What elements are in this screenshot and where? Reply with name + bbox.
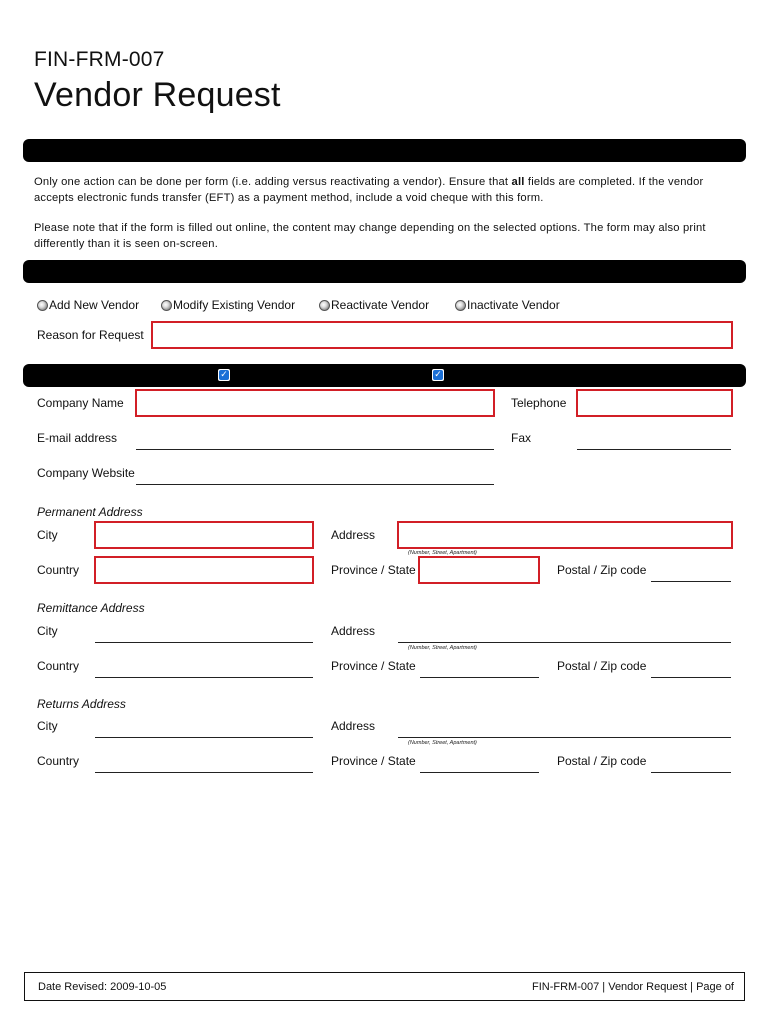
fax-label: Fax [511,431,532,445]
permanent-country-input[interactable] [94,556,314,584]
instructions-paragraph-2: Please note that if the form is filled out online, the content may change depending on the selected options. The form may also print differently than it is seen on-screen. [34,222,706,250]
radio-reactivate-vendor[interactable] [319,298,429,312]
permanent-postal-input[interactable] [651,581,731,582]
remittance-province-input[interactable] [420,677,539,678]
radio-label: Add New Vendor [49,298,140,312]
returns-postal-label: Postal / Zip code [557,754,647,768]
returns-address-heading: Returns Address [37,697,126,711]
footer-page-info: FIN-FRM-007 | Vendor Request | Page of [532,981,734,993]
remittance-city-input[interactable] [95,642,313,643]
permanent-postal-label: Postal / Zip code [557,563,647,577]
returns-province-input[interactable] [420,772,539,773]
returns-city-label: City [37,719,58,733]
checkmark-icon: ✓ [220,370,228,380]
remittance-address-input[interactable] [398,642,731,643]
telephone-input[interactable] [576,389,733,417]
radio-label: Reactivate Vendor [331,298,430,312]
radio-label: Inactivate Vendor [467,298,560,312]
email-label: E-mail address [37,431,118,445]
remittance-country-label: Country [37,659,80,673]
page-title: Vendor Request [34,76,281,114]
remittance-city-label: City [37,624,58,638]
radio-circle-icon [455,300,466,311]
reason-input[interactable] [151,321,733,349]
section-bar-request-type [23,260,746,283]
returns-city-input[interactable] [95,737,313,738]
returns-address-hint: (Number, Street, Apartment) [408,740,477,746]
returns-province-label: Province / State [331,754,416,768]
website-label: Company Website [37,466,135,480]
permanent-address-heading: Permanent Address [37,505,143,519]
remittance-province-label: Province / State [331,659,416,673]
radio-modify-existing-vendor[interactable] [161,298,295,312]
telephone-label: Telephone [511,396,567,410]
company-name-label: Company Name [37,396,124,410]
remittance-address-hint: (Number, Street, Apartment) [408,645,477,651]
section-checkbox-1[interactable] [218,369,230,381]
section-bar-company [23,364,746,387]
returns-address-label: Address [331,719,376,733]
company-name-input[interactable] [135,389,495,417]
checkmark-icon: ✓ [434,370,442,380]
remittance-postal-label: Postal / Zip code [557,659,647,673]
instructions-text-b: fields are completed. If the vendor accepts electronic funds transfer (EFT) as a payment method, include a void cheque with this form. [34,176,704,204]
fax-input[interactable] [577,449,731,450]
radio-inactivate-vendor[interactable] [455,298,560,312]
returns-country-label: Country [37,754,80,768]
remittance-postal-input[interactable] [651,677,731,678]
permanent-country-label: Country [37,563,80,577]
radio-circle-icon [161,300,172,311]
permanent-address-label: Address [331,528,376,542]
returns-address-input[interactable] [398,737,731,738]
remittance-address-heading: Remittance Address [37,601,145,615]
radio-circle-icon [319,300,330,311]
permanent-province-input[interactable] [418,556,540,584]
radio-label: Modify Existing Vendor [173,298,296,312]
radio-add-new-vendor[interactable] [37,298,139,312]
instructions-bold-all: all [511,176,525,188]
section-bar-instructions [23,139,746,162]
website-input[interactable] [136,484,494,485]
reason-label: Reason for Request [37,328,144,342]
permanent-city-label: City [37,528,58,542]
returns-country-input[interactable] [95,772,313,773]
section-checkbox-2[interactable] [432,369,444,381]
radio-circle-icon [37,300,48,311]
permanent-address-input[interactable] [397,521,733,549]
remittance-country-input[interactable] [95,677,313,678]
date-revised: Date Revised: 2009-10-05 [38,981,167,993]
permanent-province-label: Province / State [331,563,416,577]
permanent-city-input[interactable] [94,521,314,549]
email-input[interactable] [136,449,494,450]
form-code: FIN-FRM-007 [34,48,165,71]
instructions-paragraph-1 [34,175,744,206]
remittance-address-label: Address [331,624,376,638]
instructions-text-a: Only one action can be done per form (i.e. adding versus reactivating a vendor). Ensure that [34,176,512,188]
page-footer [24,972,745,1001]
returns-postal-input[interactable] [651,772,731,773]
permanent-address-hint: (Number, Street, Apartment) [408,550,477,556]
